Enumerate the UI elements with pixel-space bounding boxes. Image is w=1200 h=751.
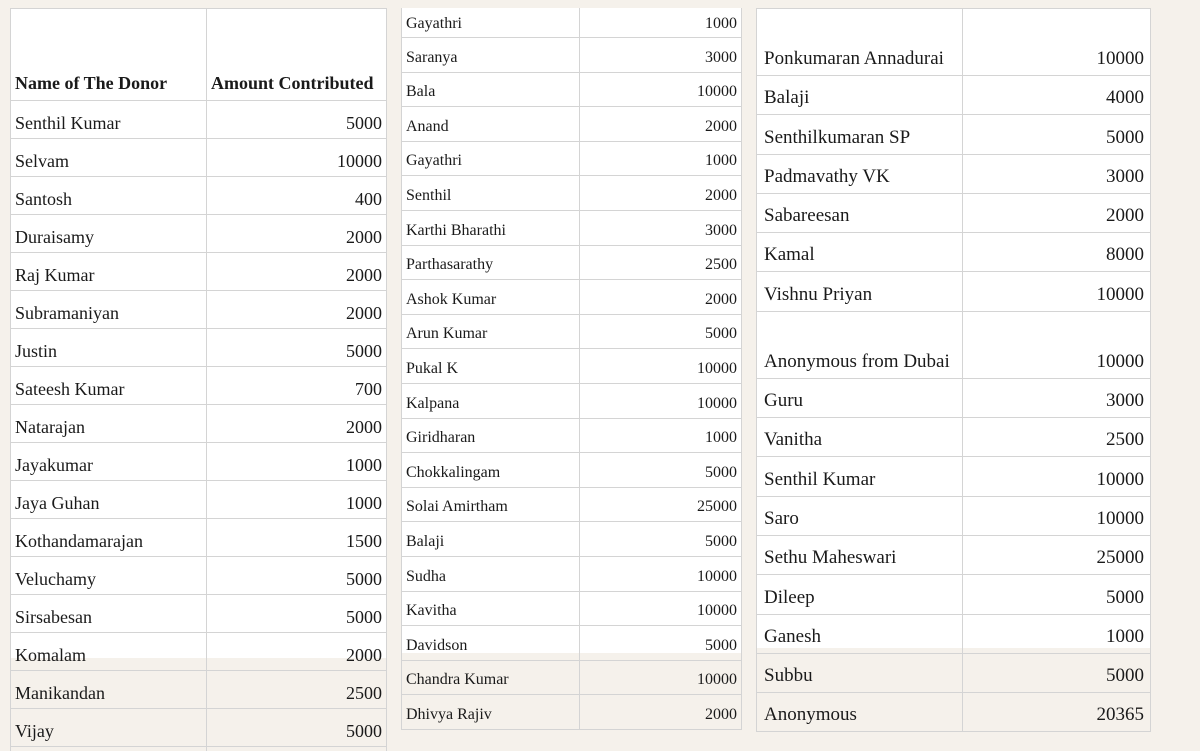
donor-name: Bala [402,72,580,107]
donor-amount: 10000 [580,660,742,695]
donor-amount: 2500 [580,245,742,280]
table-row [402,349,742,384]
donor-amount: 2000 [207,215,387,253]
table-row [11,177,387,215]
table-row [11,139,387,177]
donor-name: Saro [757,496,963,535]
table-row [402,487,742,522]
table-row [757,457,1151,496]
donor-name: Senthil Kumar [757,457,963,496]
donor-name: Kalpana [402,383,580,418]
donor-amount: 20365 [963,693,1151,732]
donor-name: Subbu [757,653,963,692]
donor-name: Jaya Guhan [11,481,207,519]
table-row [757,193,1151,232]
table-row [402,522,742,557]
donor-amount: 10000 [963,272,1151,311]
donor-name: Vishnu Priyan [757,272,963,311]
donor-amount: 5000 [207,101,387,139]
donor-name: Selvam [11,139,207,177]
donor-amount: 700 [207,367,387,405]
donor-name: Solai Amirtham [402,487,580,522]
donor-name: Balaji [757,76,963,115]
table-row [757,575,1151,614]
donor-amount: 5000 [207,329,387,367]
table-row [11,671,387,709]
donor-name: Kamal [757,233,963,272]
donor-name: Anonymous [757,693,963,732]
table-row [402,453,742,488]
table-row [757,9,1151,76]
donor-amount: 5000 [963,653,1151,692]
donor-amount: 3000 [963,154,1151,193]
table-row [11,595,387,633]
donor-amount: 1000 [580,418,742,453]
donor-name: Sabareesan [757,193,963,232]
donor-amount: 2000 [207,253,387,291]
donor-amount: 5000 [580,453,742,488]
donor-amount: 2000 [580,107,742,142]
donor-name: Justin [11,329,207,367]
table-row [757,76,1151,115]
table-row [11,329,387,367]
donor-amount: 25000 [963,535,1151,574]
donor-amount: 10000 [207,139,387,177]
table-row [402,141,742,176]
table-row [402,176,742,211]
donor-name: Santosh [11,177,207,215]
table-row [11,291,387,329]
donor-name: Manikandan [11,671,207,709]
donor-amount: 5000 [963,575,1151,614]
donor-rows-3 [757,9,1151,732]
donor-name: Balaji [402,522,580,557]
donor-amount: 10000 [963,496,1151,535]
table-row [402,695,742,730]
donor-amount: 10000 [580,383,742,418]
donor-amount: 10000 [580,591,742,626]
table-row [757,115,1151,154]
donor-amount: 2000 [207,633,387,671]
donor-amount: 5000 [963,115,1151,154]
table-row [402,314,742,349]
donor-rows-1 [11,101,387,751]
table-row [402,210,742,245]
donor-name: Giridharan [402,418,580,453]
table-row [11,709,387,747]
table-row [402,660,742,695]
donor-name: Sudha [402,556,580,591]
table-header-row [11,9,387,101]
donor-amount: 400 [207,177,387,215]
donor-name: Kothandamarajan [11,519,207,557]
donor-amount: 1000 [580,141,742,176]
table-row [402,38,742,73]
donor-name: Senthilkumaran SP [757,115,963,154]
donor-amount: 1000 [580,8,742,38]
donor-amount: 4000 [963,76,1151,115]
table-row [11,215,387,253]
table-row [757,693,1151,732]
donor-amount: 1000 [207,443,387,481]
donor-name: Anand [402,107,580,142]
donor-amount: 10000 [963,457,1151,496]
table-row [757,535,1151,574]
donor-amount: 5000 [580,522,742,557]
donor-amount: 2500 [963,418,1151,457]
donor-name: Senthil [402,176,580,211]
donor-name: Vijay [11,709,207,747]
donor-name: Sateesh Kumar [11,367,207,405]
donor-name: Arun Kumar [402,314,580,349]
table-row [402,383,742,418]
donor-name: Subramaniyan [11,291,207,329]
donor-rows-2 [402,8,742,729]
donor-name: Pukal K [402,349,580,384]
donor-name: Komalam [11,633,207,671]
donor-name: Ponkumaran Annadurai [757,9,963,76]
donor-name: Dileep [757,575,963,614]
donor-amount: 2500 [207,671,387,709]
table-row [402,107,742,142]
donor-amount: 5000 [580,626,742,661]
donor-amount: 10000 [963,311,1151,378]
donor-table-panel-2 [401,8,741,653]
donor-amount: 2000 [963,193,1151,232]
table-row [402,72,742,107]
table-row [402,280,742,315]
table-row [402,245,742,280]
table-row [11,101,387,139]
table-row [11,405,387,443]
donor-name: Sirsabesan [11,595,207,633]
donor-amount: 10000 [580,556,742,591]
donor-name: Anonymous from Dubai [757,311,963,378]
table-row [402,8,742,38]
table-row [402,591,742,626]
donor-name: Vanitha [757,418,963,457]
donor-name: Veluchamy [11,557,207,595]
donor-amount: 5000 [207,557,387,595]
donor-amount: 3000 [580,38,742,73]
donor-amount: 2000 [207,405,387,443]
donor-name: Sethu Maheswari [757,535,963,574]
donor-name: Gayathri [402,141,580,176]
table-row [11,367,387,405]
donor-amount: 1500 [207,519,387,557]
header-amount: Amount Contributed [207,9,387,101]
donor-table-panel-1 [10,8,386,658]
table-row [11,253,387,291]
donor-table-3 [756,8,1151,732]
donor-amount: 2000 [580,695,742,730]
table-row [402,418,742,453]
table-row [757,418,1151,457]
donor-amount: 10000 [580,349,742,384]
donor-amount: 1000 [207,481,387,519]
table-row [757,311,1151,378]
empty-cell [11,747,207,751]
donor-amount: 10000 [580,72,742,107]
donor-name: Chandra Kumar [402,660,580,695]
table-row [11,557,387,595]
donor-amount: 3000 [580,210,742,245]
donor-name: Kavitha [402,591,580,626]
donor-name: Saranya [402,38,580,73]
donor-name: Jayakumar [11,443,207,481]
table-row [11,481,387,519]
donor-amount: 2000 [580,280,742,315]
table-row [757,378,1151,417]
table-row [11,443,387,481]
donor-amount: 2000 [580,176,742,211]
table-row [11,519,387,557]
donor-table-panel-3 [756,8,1150,648]
donor-name: Raj Kumar [11,253,207,291]
donor-name: Karthi Bharathi [402,210,580,245]
donor-name: Guru [757,378,963,417]
donor-name: Duraisamy [11,215,207,253]
donor-name: Natarajan [11,405,207,443]
donor-amount: 8000 [963,233,1151,272]
donor-table-2 [401,8,742,730]
table-row [402,556,742,591]
donor-amount: 10000 [963,9,1151,76]
donor-name: Padmavathy VK [757,154,963,193]
donor-amount: 3000 [963,378,1151,417]
donor-name: Chokkalingam [402,453,580,488]
table-row [402,626,742,661]
empty-cell [207,747,387,751]
donor-amount: 25000 [580,487,742,522]
donor-amount: 5000 [207,595,387,633]
donor-name: Ganesh [757,614,963,653]
donor-amount: 5000 [207,709,387,747]
table-row [757,233,1151,272]
donor-name: Parthasarathy [402,245,580,280]
donor-amount: 5000 [580,314,742,349]
donor-amount: 2000 [207,291,387,329]
table-row [757,154,1151,193]
donor-name: Senthil Kumar [11,101,207,139]
table-row [757,614,1151,653]
donor-table-1 [10,8,387,751]
table-row-cutoff [11,747,387,751]
table-row [11,633,387,671]
table-row [757,272,1151,311]
donor-amount: 1000 [963,614,1151,653]
table-row [757,653,1151,692]
donor-name: Gayathri [402,8,580,38]
header-donor-name: Name of The Donor [11,9,207,101]
donor-name: Ashok Kumar [402,280,580,315]
donor-name: Dhivya Rajiv [402,695,580,730]
table-row [757,496,1151,535]
donor-name: Davidson [402,626,580,661]
